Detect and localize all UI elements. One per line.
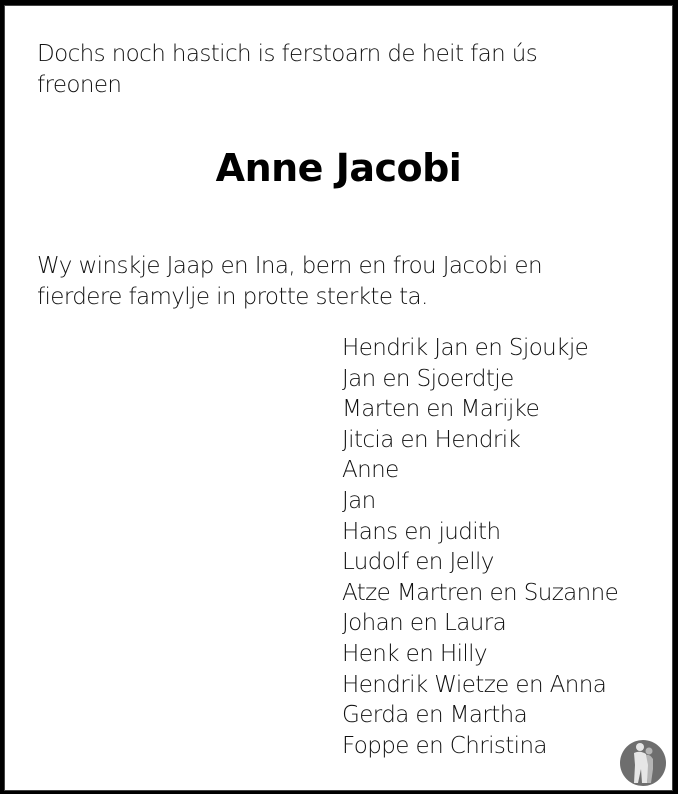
embracing-figures-icon — [619, 739, 667, 787]
sender: Jitcia en Hendrik — [342, 426, 521, 453]
sender: Hendrik Jan en Sjoukje — [342, 335, 589, 361]
sender: Atze Martren en Suzanne — [342, 579, 619, 606]
condolence-text: Wy winskje Jaap en Ina, bern en frou Jacobi en fierdere famylje in protte sterkte ta. — [37, 253, 542, 310]
sender: Henk en Hilly — [342, 640, 487, 667]
sender: Johan en Laura — [342, 610, 507, 637]
sender: Foppe en Christina — [342, 732, 547, 759]
obituary-notice — [4, 5, 673, 791]
sender: Anne — [342, 457, 399, 484]
sender: Marten en Marijke — [342, 396, 540, 423]
sender: Jan en Sjoerdtje — [342, 365, 514, 392]
sender: Ludolf en Jelly — [342, 549, 494, 576]
intro-text: Dochs noch hastich is ferstoarn de heit fan ús freonen — [37, 41, 538, 98]
sender: Gerda en Martha — [342, 702, 528, 729]
deceased-name: Anne Jacobi — [215, 146, 462, 190]
sender: Jan — [342, 487, 376, 514]
senders-list — [342, 333, 618, 761]
sender: Hendrik Wietze en Anna — [342, 671, 607, 698]
sender: Hans en judith — [342, 518, 501, 545]
